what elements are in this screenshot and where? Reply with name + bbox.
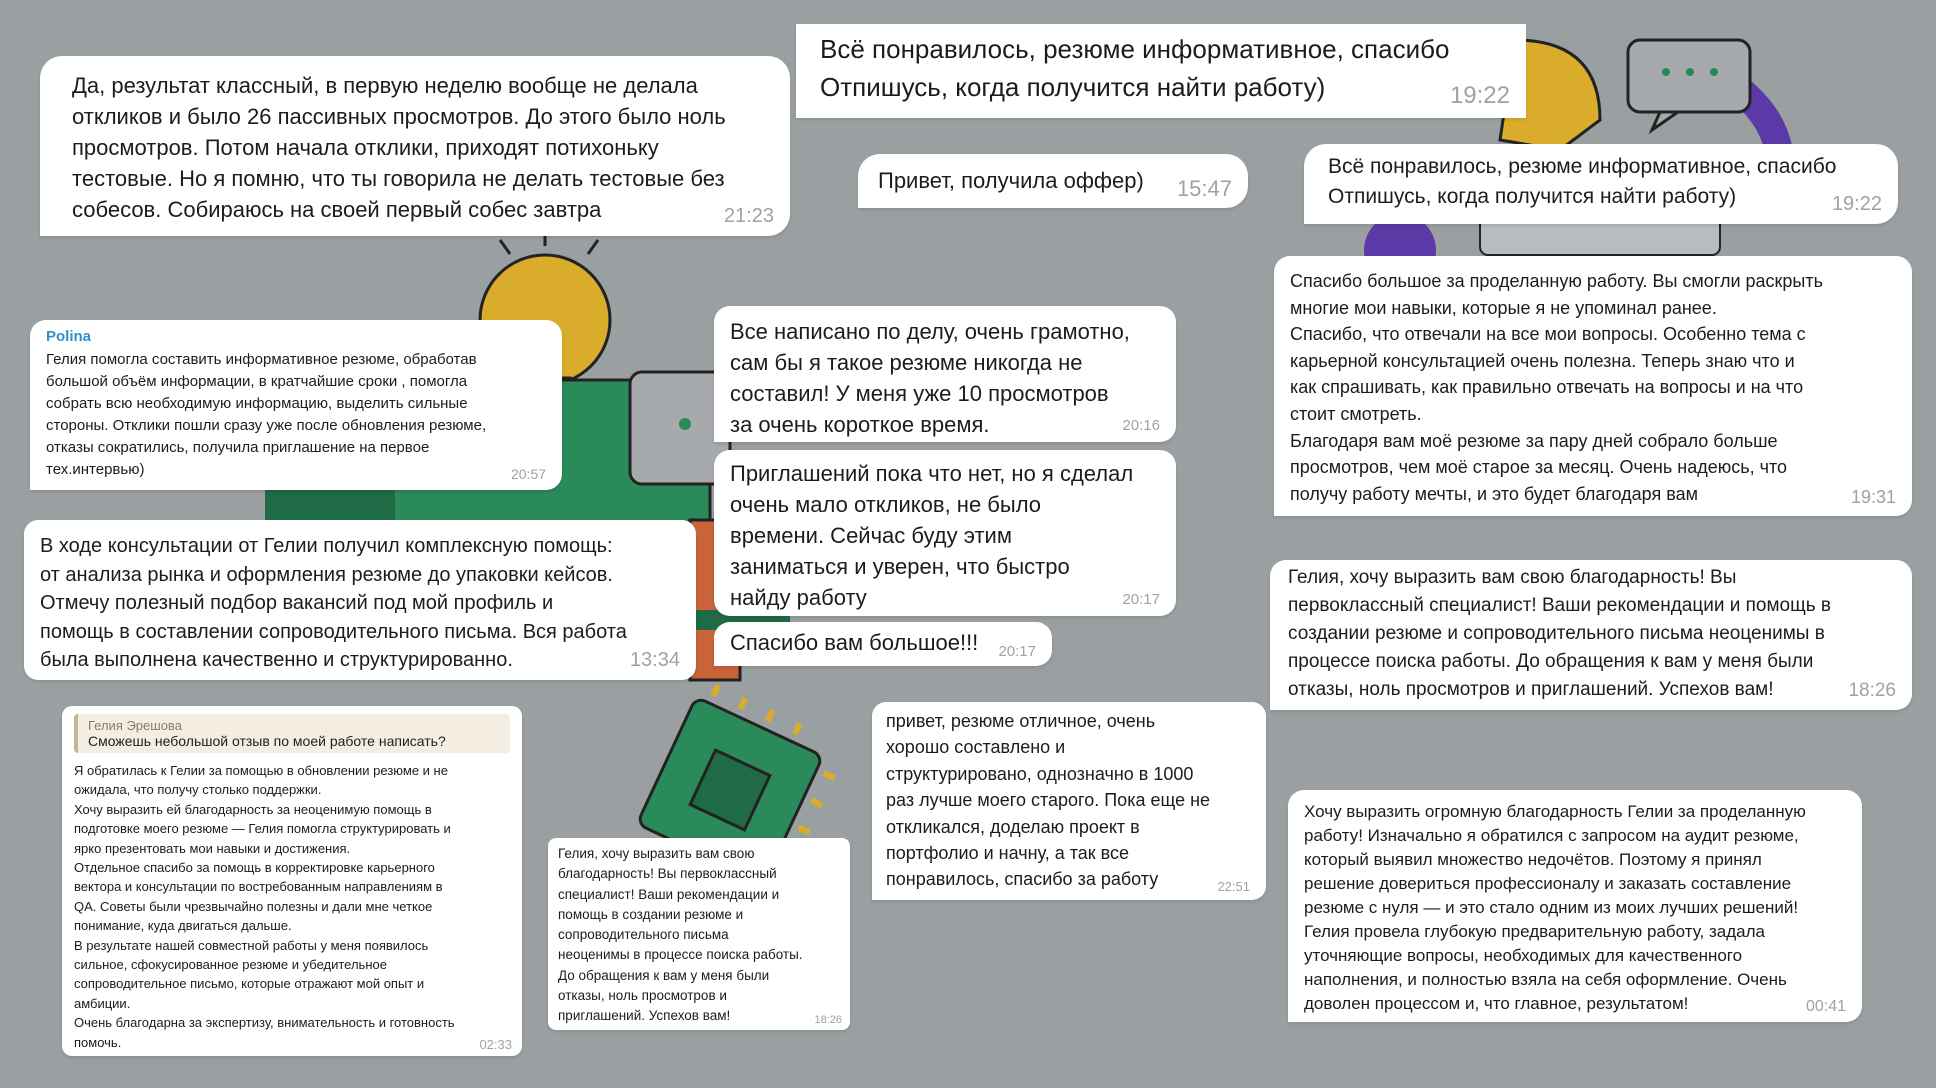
message-bubble: [796, 24, 1526, 118]
message-bubble: [872, 702, 1266, 900]
message-time: 20:17: [1122, 591, 1160, 608]
message-text: Хочу выразить огромную благодарность Гелии за проделанную работу! Изначально я обратился с запросом на аудит резюме, который выявил множество недочётов. Поэтому я принял решение довериться профессионалу и заказать составление резюме с нуля — и это стало одним из моих лучших решений! Гелия провела глубокую предварительную работу, задала уточняющие вопросы, необходимых для качественного наполнения, и полностью взяла на себя оформление. Очень доволен процессом и, что главное, результатом!: [1304, 802, 1806, 1013]
message-bubble: [714, 450, 1176, 616]
message-bubble: [858, 154, 1248, 208]
message-text: Спасибо большое за проделанную работу. Вы смогли раскрыть многие мои навыки, которые я не упоминал ранее. Спасибо, что отвечали на все мои вопросы. Особенно тема с карьерной консультацией очень полезна. Теперь знаю что и как спрашивать, как правильно отвечать на вопросы и на что стоит смотреть. Благодаря вам моё резюме за пару дней собрало больше просмотров, чем моё старое за месяц. Очень надеюсь, что получу работу мечты, и это будет благодаря вам: [1290, 271, 1823, 504]
message-time: 15:47: [1176, 176, 1232, 201]
quote-author: Гелия Эрешова: [88, 718, 182, 733]
message-text: Гелия, хочу выразить вам свою благодарность! Вы первоклассный специалист! Ваши рекомендации и помощь в создании резюме и сопроводительного письма неоценимы в процессе поиска работы. До обращения к вам у меня были отказы, ноль просмотров и приглашений. Успехов вам!: [558, 846, 803, 1024]
message-time: 19:31: [1850, 487, 1896, 507]
message-bubble: [1270, 560, 1912, 710]
chat-bubble-icon: [1628, 40, 1750, 130]
message-text: привет, резюме отличное, очень хорошо составлено и структурировано, однозначно в 1000 раз лучше моего старого. Пока еще не откликался, доделаю проект в портфолио и начну, а так все понравилось, спасибо за работу: [886, 711, 1211, 890]
message-bubble: [62, 706, 522, 1056]
message-bubble: [1288, 790, 1862, 1022]
message-time: 02:33: [479, 1037, 512, 1052]
message-text: Я обратилась к Гелии за помощью в обновлении резюме и не ожидала, что получу столько поддержки. Хочу выразить ей благодарность за неоценимую помощь в подготовке моего резюме — Гелия помогла структурировать и ярко презентовать мои навыки и достижения. Отдельное спасибо за помощь в корректировке карьерного вектора и консультации по востребованным направлениям в QA. Советы были чрезвычайно полезны и дали мне четкое понимание, куда двигаться дальше. В результате нашей совместной работы у меня появилось сильное, сфокусированное резюме и убедительное сопроводительное письмо, которые отражают мой опыт и амбиции. Очень благодарна за экспертизу, внимательность и готовность помочь.: [74, 763, 455, 1050]
message-bubble: [714, 622, 1052, 666]
message-text: Привет, получила оффер): [878, 168, 1144, 193]
message-text: Гелия помогла составить информативное резюме, обработав большой объём информации, в кратчайшие сроки , помогла собрать всю необходимую информацию, выделить сильные стороны. Отклики пошли сразу уже после обновления резюме, отказы сократились, получила приглашение на первое тех.интервью): [46, 351, 487, 478]
message-text: Да, результат классный, в первую неделю вообще не делала откликов и было 26 пассивных просмотров. До этого было ноль просмотров. Потом начала отклики, приходят потихоньку тестовые. Но я помню, что ты говорила не делать тестовые без собесов. Собираюсь на своей первый собес завтра: [72, 73, 726, 222]
reply-quote: [74, 714, 510, 753]
message-time: 19:22: [1449, 82, 1510, 109]
message-time: 20:17: [998, 643, 1036, 660]
message-time: 13:34: [629, 649, 680, 671]
message-text: Всё понравилось, резюме информативное, спасибо Отпишусь, когда получится найти работу): [820, 34, 1450, 102]
message-bubble: [40, 56, 790, 236]
message-time: 18:26: [1848, 680, 1896, 701]
message-text: Спасибо вам большое!!!: [730, 630, 979, 655]
message-time: 18:26: [814, 1014, 842, 1026]
message-bubble: [30, 320, 562, 490]
message-text: Всё понравилось, резюме информативное, спасибо Отпишусь, когда получится найти работу): [1328, 155, 1837, 208]
message-author: Polina: [46, 328, 92, 345]
message-time: 19:22: [1831, 193, 1882, 215]
message-time: 22:51: [1217, 879, 1250, 894]
message-bubble: [714, 306, 1176, 442]
message-bubble: [24, 520, 696, 680]
message-time: 21:23: [723, 205, 774, 227]
message-text: Гелия, хочу выразить вам свою благодарность! Вы первоклассный специалист! Ваши рекомендации и помощь в создании резюме и сопроводительного письма неоценимы в процессе поиска работы. До обращения к вам у меня были отказы, ноль просмотров и приглашений. Успехов вам!: [1288, 567, 1832, 700]
message-text: Все написано по делу, очень грамотно, сам бы я такое резюме никогда не составил! У меня уже 10 просмотров за очень короткое время.: [730, 319, 1130, 437]
message-text: Приглашений пока что нет, но я сделал очень мало откликов, не было времени. Сейчас буду этим заниматься и уверен, что быстро найду работу: [730, 461, 1134, 610]
message-time: 00:41: [1805, 998, 1846, 1015]
message-text: В ходе консультации от Гелии получил комплексную помощь: от анализа рынка и оформления резюме до упаковки кейсов. Отмечу полезный подбор вакансий под мой профиль и помощь в составлении сопроводительного письма. Вся работа была выполнена качественно и структурированно.: [40, 535, 627, 671]
message-bubble: [1274, 256, 1912, 516]
quote-text: Сможешь небольшой отзыв по моей работе написать?: [88, 733, 446, 749]
message-time: 20:16: [1122, 417, 1160, 434]
message-bubble: [548, 838, 850, 1030]
message-time: 20:57: [510, 466, 546, 482]
message-bubble: [1304, 144, 1898, 224]
